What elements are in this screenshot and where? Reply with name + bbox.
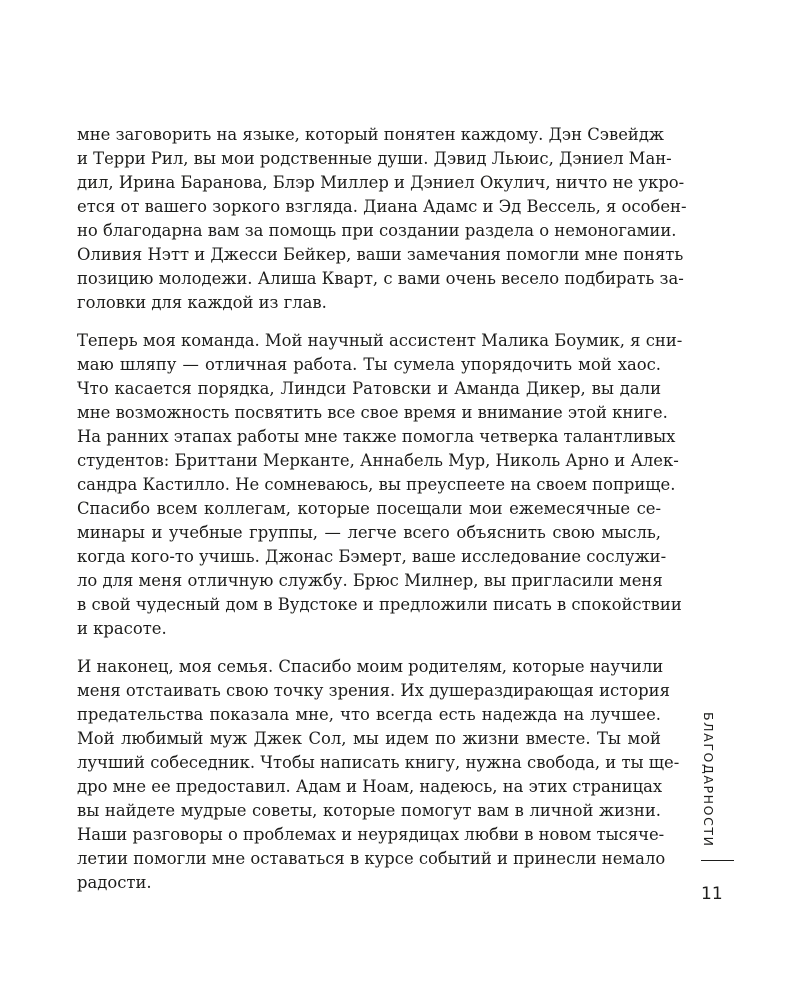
text-line: маю шляпу — отличная работа. Ты сумела упорядочить мой хаос. <box>77 355 661 374</box>
text-line: сандра Кастилло. Не сомневаюсь, вы преуспеете на своем поприще. <box>77 475 676 494</box>
text-line: ло для меня отличную службу. Брюс Милнер, вы пригласили меня <box>77 571 663 590</box>
page-number: 11 <box>701 884 723 904</box>
text-line: дро мне ее предоставил. Адам и Ноам, надеюсь, на этих страницах <box>77 777 663 796</box>
text-line: дил, Ирина Баранова, Блэр Миллер и Дэниел Окулич, ничто не укро- <box>77 173 685 192</box>
text-line: и Терри Рил, вы мои родственные души. Дэвид Льюис, Дэниел Ман- <box>77 149 672 168</box>
text-line: но благодарна вам за помощь при создании раздела о немоногамии. <box>77 221 677 240</box>
running-head: БЛАГОДАРНОСТИ <box>701 712 716 848</box>
text-line: мне заговорить на языке, который понятен каждому. Дэн Сэвейдж <box>77 125 664 144</box>
text-line: И наконец, моя семья. Спасибо моим родителям, которые научили <box>77 657 664 676</box>
text-line: студентов: Бриттани Мерканте, Аннабель Мур, Николь Арно и Алек- <box>77 451 679 470</box>
text-line: вы найдете мудрые советы, которые помогут вам в личной жизни. <box>77 801 661 820</box>
text-line: Спасибо всем коллегам, которые посещали мои ежемесячные се- <box>77 499 661 518</box>
text-line: Что касается порядка, Линдси Ратовски и Аманда Дикер, вы дали <box>77 379 661 398</box>
body-text <box>77 123 687 909</box>
text-line: Мой любимый муж Джек Сол, мы идем по жизни вместе. Ты мой <box>77 729 661 748</box>
paragraph-1 <box>77 123 687 315</box>
text-line: головки для каждой из глав. <box>77 293 327 312</box>
text-line: и красоте. <box>77 619 167 638</box>
text-line: На ранних этапах работы мне также помогла четверка талантливых <box>77 427 676 446</box>
text-line: когда кого-то учишь. Джонас Бэмерт, ваше исследование сослужи- <box>77 547 667 566</box>
text-line: в свой чудесный дом в Вудстоке и предложили писать в спокойствии <box>77 595 682 614</box>
text-line: мне возможность посвятить все свое время и внимание этой книге. <box>77 403 668 422</box>
paragraph-2 <box>77 329 683 641</box>
running-head-rule <box>701 860 734 861</box>
text-line: меня отстаивать свою точку зрения. Их душераздирающая история <box>77 681 670 700</box>
text-line: позицию молодежи. Алиша Кварт, с вами очень весело подбирать за- <box>77 269 684 288</box>
text-line: радости. <box>77 873 152 892</box>
text-line: Оливия Нэтт и Джесси Бейкер, ваши замечания помогли мне понять <box>77 245 684 264</box>
text-line: предательства показала мне, что всегда есть надежда на лучшее. <box>77 705 661 724</box>
text-line: лучший собеседник. Чтобы написать книгу, нужна свобода, и ты ще- <box>77 753 680 772</box>
text-line: Наши разговоры о проблемах и неурядицах любви в новом тысяче- <box>77 825 665 844</box>
text-line: летии помогли мне оставаться в курсе событий и принесли немало <box>77 849 666 868</box>
text-line: ется от вашего зоркого взгляда. Диана Адамс и Эд Вессель, я особен- <box>77 197 687 216</box>
text-line: Теперь моя команда. Мой научный ассистент Малика Боумик, я сни- <box>77 331 683 350</box>
text-line: минары и учебные группы, — легче всего объяснить свою мысль, <box>77 523 661 542</box>
paragraph-3 <box>77 655 680 895</box>
